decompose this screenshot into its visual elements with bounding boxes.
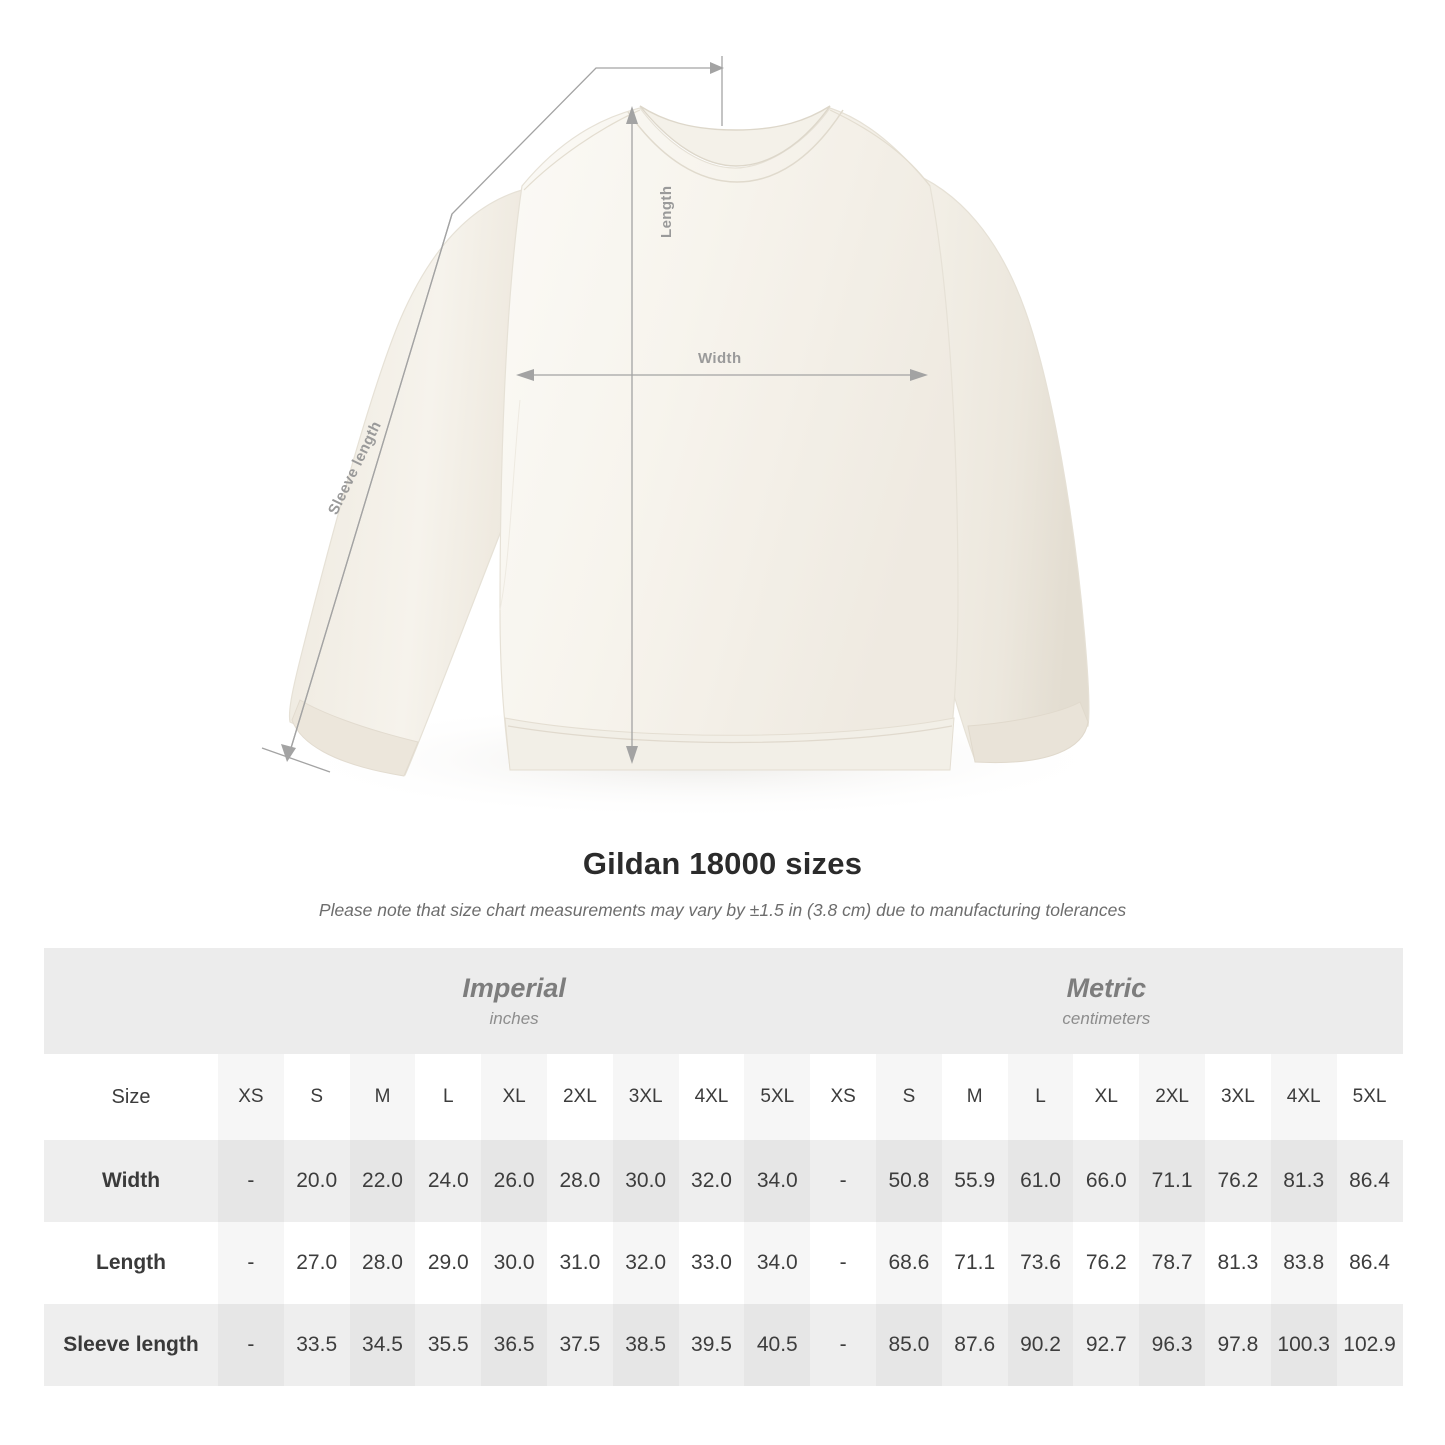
cell-width-imperial-6: 30.0 (613, 1140, 679, 1222)
cell-length-imperial-0: - (218, 1222, 284, 1304)
cell-length-imperial-5: 31.0 (547, 1222, 613, 1304)
cell-sleeve-imperial-3: 35.5 (415, 1304, 481, 1386)
dimension-label-width: Width (698, 350, 742, 367)
column-header-metric-0: XS (810, 1054, 876, 1140)
cell-length-imperial-8: 34.0 (744, 1222, 810, 1304)
unit-group-imperial (218, 948, 810, 1054)
cell-sleeve-metric-0: - (810, 1304, 876, 1386)
column-header-metric-2: M (942, 1054, 1008, 1140)
column-header-metric-4: XL (1073, 1054, 1139, 1140)
table-row (44, 1140, 1403, 1222)
cell-width-metric-0: - (810, 1140, 876, 1222)
cell-width-imperial-5: 28.0 (547, 1140, 613, 1222)
cell-width-imperial-1: 20.0 (284, 1140, 350, 1222)
unit-group-metric (810, 948, 1402, 1054)
column-header-metric-8: 5XL (1337, 1054, 1403, 1140)
column-header-metric-6: 3XL (1205, 1054, 1271, 1140)
cell-width-imperial-3: 24.0 (415, 1140, 481, 1222)
cell-sleeve-metric-7: 100.3 (1271, 1304, 1337, 1386)
cell-width-metric-8: 86.4 (1337, 1140, 1403, 1222)
cell-sleeve-imperial-0: - (218, 1304, 284, 1386)
cell-width-metric-4: 66.0 (1073, 1140, 1139, 1222)
column-header-size: Size (44, 1054, 218, 1140)
column-header-imperial-3: L (415, 1054, 481, 1140)
column-header-metric-3: L (1008, 1054, 1074, 1140)
cell-width-imperial-0: - (218, 1140, 284, 1222)
cell-width-imperial-8: 34.0 (744, 1140, 810, 1222)
cell-sleeve-metric-8: 102.9 (1337, 1304, 1403, 1386)
cell-length-metric-7: 83.8 (1271, 1222, 1337, 1304)
unit-group-metric-sub: centimeters (1062, 1008, 1151, 1028)
cell-sleeve-metric-3: 90.2 (1008, 1304, 1074, 1386)
cell-sleeve-metric-1: 85.0 (876, 1304, 942, 1386)
table-row (44, 1304, 1403, 1386)
unit-header-row (44, 948, 1403, 1054)
unit-group-metric-name: Metric (1066, 973, 1147, 1004)
cell-length-imperial-4: 30.0 (481, 1222, 547, 1304)
cell-sleeve-imperial-2: 34.5 (350, 1304, 416, 1386)
table-row (44, 1222, 1403, 1304)
row-label-width: Width (44, 1140, 218, 1222)
cell-length-imperial-1: 27.0 (284, 1222, 350, 1304)
size-table (44, 948, 1403, 1386)
cell-length-metric-5: 78.7 (1139, 1222, 1205, 1304)
column-header-imperial-7: 4XL (679, 1054, 745, 1140)
cell-sleeve-imperial-6: 38.5 (613, 1304, 679, 1386)
cell-sleeve-metric-5: 96.3 (1139, 1304, 1205, 1386)
cell-length-metric-1: 68.6 (876, 1222, 942, 1304)
column-header-metric-7: 4XL (1271, 1054, 1337, 1140)
cell-length-metric-6: 81.3 (1205, 1222, 1271, 1304)
row-label-sleeve-length: Sleeve length (44, 1304, 218, 1386)
cell-width-metric-7: 81.3 (1271, 1140, 1337, 1222)
cell-length-metric-0: - (810, 1222, 876, 1304)
unit-group-imperial-name: Imperial (462, 973, 566, 1004)
cell-sleeve-imperial-4: 36.5 (481, 1304, 547, 1386)
cell-length-imperial-6: 32.0 (613, 1222, 679, 1304)
cell-sleeve-metric-4: 92.7 (1073, 1304, 1139, 1386)
column-header-imperial-4: XL (481, 1054, 547, 1140)
row-label-length: Length (44, 1222, 218, 1304)
column-header-imperial-5: 2XL (547, 1054, 613, 1140)
cell-sleeve-metric-6: 97.8 (1205, 1304, 1271, 1386)
cell-width-metric-1: 50.8 (876, 1140, 942, 1222)
cell-length-imperial-7: 33.0 (679, 1222, 745, 1304)
cell-width-metric-2: 55.9 (942, 1140, 1008, 1222)
dimension-label-length: Length (658, 185, 675, 238)
column-header-imperial-1: S (284, 1054, 350, 1140)
cell-sleeve-imperial-7: 39.5 (679, 1304, 745, 1386)
column-header-metric-1: S (876, 1054, 942, 1140)
cell-sleeve-imperial-5: 37.5 (547, 1304, 613, 1386)
column-header-imperial-6: 3XL (613, 1054, 679, 1140)
column-header-imperial-2: M (350, 1054, 416, 1140)
cell-sleeve-imperial-1: 33.5 (284, 1304, 350, 1386)
dimension-label-sleeve-length: Sleeve length (325, 418, 385, 518)
cell-length-imperial-3: 29.0 (415, 1222, 481, 1304)
column-header-row (44, 1054, 1403, 1140)
unit-group-imperial-sub: inches (489, 1008, 539, 1028)
cell-width-metric-3: 61.0 (1008, 1140, 1074, 1222)
cell-width-imperial-7: 32.0 (679, 1140, 745, 1222)
cell-width-metric-5: 71.1 (1139, 1140, 1205, 1222)
title-block (0, 846, 1445, 921)
cell-width-imperial-2: 22.0 (350, 1140, 416, 1222)
cell-length-imperial-2: 28.0 (350, 1222, 416, 1304)
unit-header-spacer (44, 948, 218, 1054)
tolerance-note: Please note that size chart measurements may vary by ±1.5 in (3.8 cm) due to manufacturing tolerances (318, 900, 1127, 920)
cell-length-metric-4: 76.2 (1073, 1222, 1139, 1304)
cell-length-metric-2: 71.1 (942, 1222, 1008, 1304)
page-title: Gildan 18000 sizes (582, 846, 863, 881)
cell-sleeve-imperial-8: 40.5 (744, 1304, 810, 1386)
column-header-imperial-8: 5XL (744, 1054, 810, 1140)
cell-width-imperial-4: 26.0 (481, 1140, 547, 1222)
cell-length-metric-8: 86.4 (1337, 1222, 1403, 1304)
column-header-metric-5: 2XL (1139, 1054, 1205, 1140)
cell-width-metric-6: 76.2 (1205, 1140, 1271, 1222)
size-table-wrap (44, 948, 1402, 1386)
column-header-imperial-0: XS (218, 1054, 284, 1140)
cell-sleeve-metric-2: 87.6 (942, 1304, 1008, 1386)
cell-length-metric-3: 73.6 (1008, 1222, 1074, 1304)
